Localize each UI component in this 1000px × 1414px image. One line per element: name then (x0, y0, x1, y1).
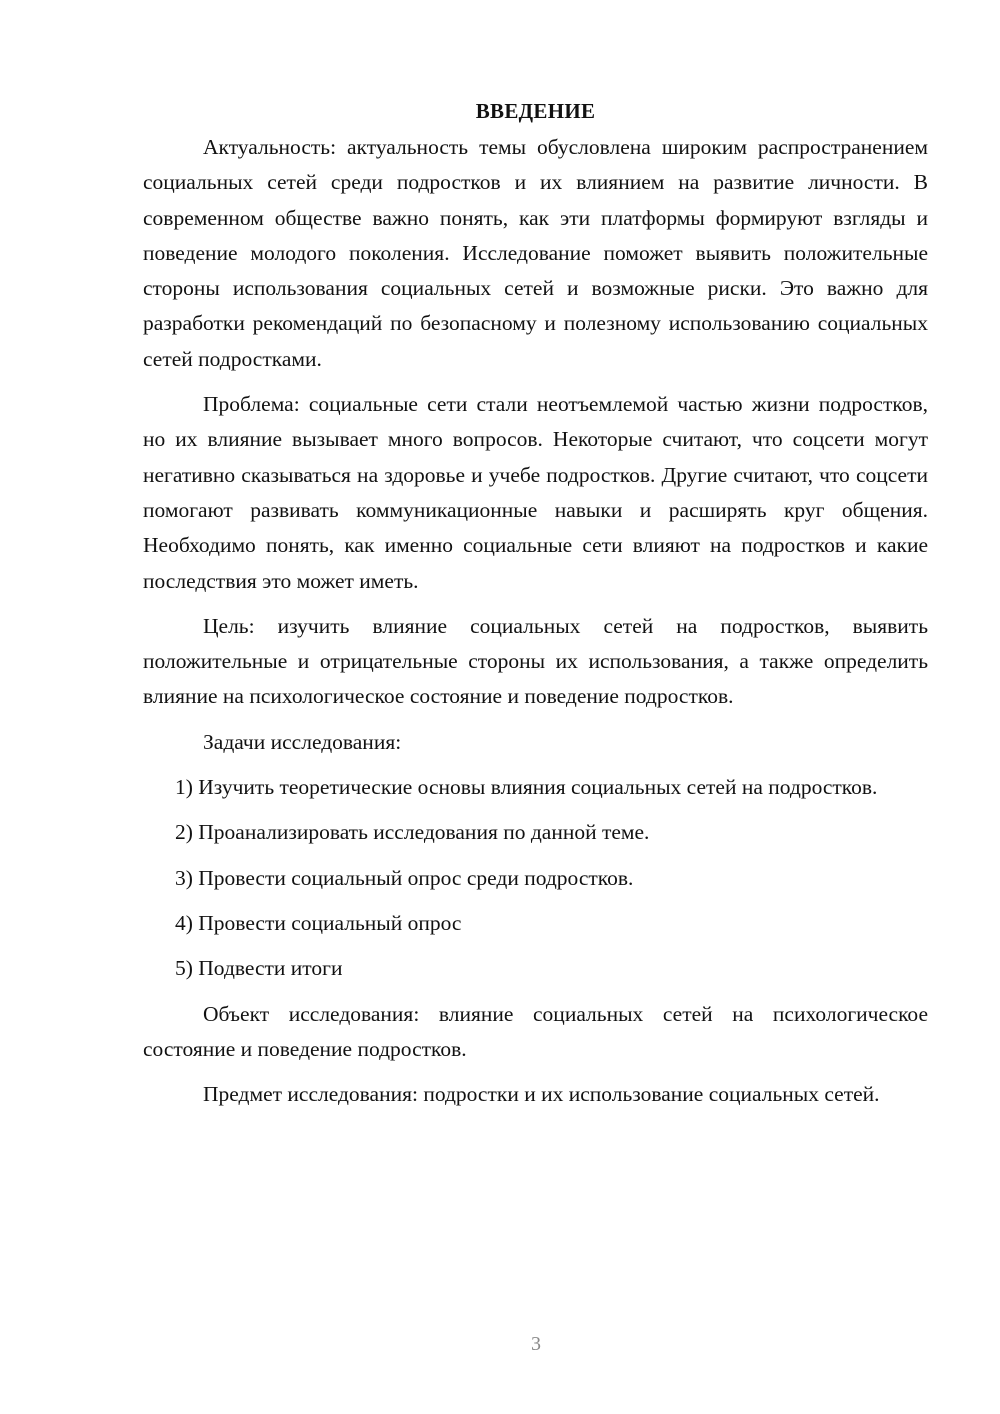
task-item-4: 4) Провести социальный опрос (175, 910, 462, 935)
page-title: ВВЕДЕНИЕ (475, 99, 596, 123)
task-item-5: 5) Подвести итоги (175, 956, 343, 981)
document-page (143, 96, 928, 1122)
relevance-paragraph: Актуальность: актуальность темы обусловлена широким распространением социальных сетей среди подростков и их влиянием на развитие личности. В современном обществе важно понять, как эти платформы формируют взгляды и поведение молодого поколения. Исследование поможет выявить положительные стороны использования социальных сетей и возможные риски. Это важно для разработки рекомендаций по безопасному и полезному использованию социальных сетей подростками. (143, 135, 928, 371)
task-item-2: 2) Проанализировать исследования по данной теме. (175, 820, 650, 845)
task-item-1: 1) Изучить теоретические основы влияния социальных сетей на подростков. (175, 775, 878, 800)
subject-paragraph: Предмет исследования: подростки и их использование социальных сетей. (203, 1082, 880, 1107)
problem-paragraph: Проблема: социальные сети стали неотъемлемой частью жизни подростков, но их влияние вызывает много вопросов. Некоторые считают, что соцсети могут негативно сказываться на здоровье и учебе подростков. Другие считают, что соцсети помогают развивать коммуникационные навыки и расширять круг общения. Необходимо понять, как именно социальные сети влияют на подростков и какие последствия это может иметь. (143, 392, 928, 593)
goal-paragraph: Цель: изучить влияние социальных сетей на подростков, выявить положительные и отрицательные стороны их использования, а также определить влияние на психологическое состояние и поведение подростков. (143, 613, 928, 709)
tasks-heading: Задачи исследования: (203, 729, 402, 754)
tasks-list (143, 770, 928, 986)
page-number: 3 (531, 1333, 541, 1355)
object-paragraph: Объект исследования: влияние социальных сетей на психологическое состояние и поведение подростков. (143, 1001, 928, 1061)
task-item-3: 3) Провести социальный опрос среди подростков. (175, 865, 634, 890)
